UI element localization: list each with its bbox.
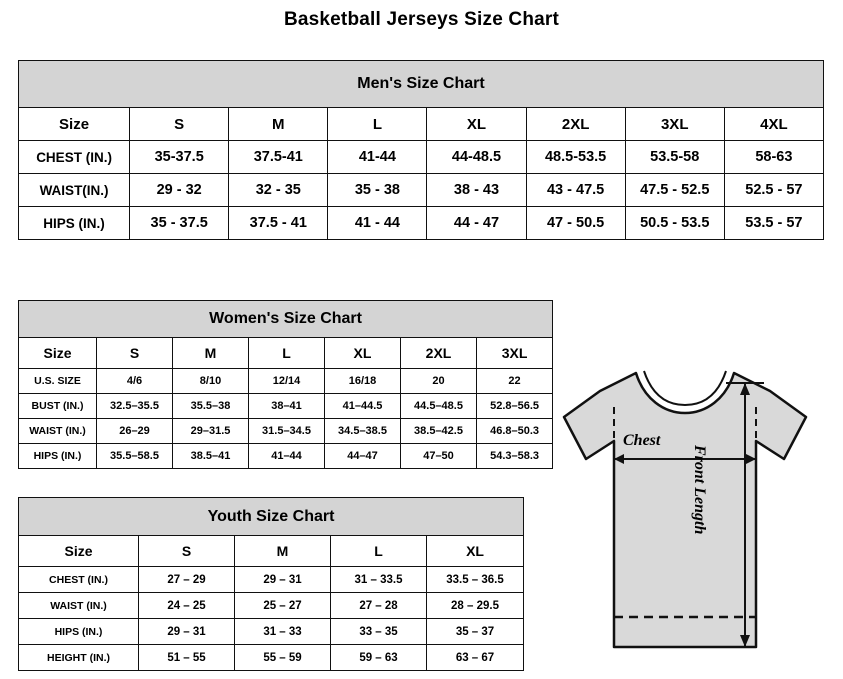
womens-cell: 29–31.5 <box>173 419 249 444</box>
front-length-label: Front Length <box>691 445 708 535</box>
youth-cell: 31 – 33 <box>235 619 331 645</box>
youth-header-cell: XL <box>427 536 524 567</box>
mens-cell: 35 - 38 <box>328 174 427 207</box>
youth-row-label: CHEST (IN.) <box>19 567 139 593</box>
mens-cell: 35 - 37.5 <box>130 207 229 240</box>
womens-cell: 16/18 <box>325 369 401 394</box>
womens-cell: 22 <box>477 369 553 394</box>
womens-header-cell: M <box>173 338 249 369</box>
womens-header-cell: XL <box>325 338 401 369</box>
mens-cell: 50.5 - 53.5 <box>625 207 724 240</box>
womens-cell: 41–44.5 <box>325 394 401 419</box>
womens-cell: 12/14 <box>249 369 325 394</box>
womens-cell: 4/6 <box>97 369 173 394</box>
youth-row-label: WAIST (IN.) <box>19 593 139 619</box>
mens-cell: 41-44 <box>328 141 427 174</box>
youth-cell: 28 – 29.5 <box>427 593 524 619</box>
womens-cell: 20 <box>401 369 477 394</box>
mens-row-label: WAIST(IN.) <box>19 174 130 207</box>
womens-cell: 38.5–41 <box>173 444 249 469</box>
table-row <box>19 645 524 671</box>
youth-header-cell: M <box>235 536 331 567</box>
mens-cell: 38 - 43 <box>427 174 526 207</box>
youth-cell: 51 – 55 <box>139 645 235 671</box>
mens-header-cell: Size <box>19 108 130 141</box>
mens-cell: 41 - 44 <box>328 207 427 240</box>
mens-cell: 29 - 32 <box>130 174 229 207</box>
youth-cell: 29 – 31 <box>139 619 235 645</box>
womens-cell: 32.5–35.5 <box>97 394 173 419</box>
mens-cell: 53.5 - 57 <box>724 207 823 240</box>
mens-table-caption: Men's Size Chart <box>19 61 824 108</box>
womens-row-label: HIPS (IN.) <box>19 444 97 469</box>
youth-cell: 33 – 35 <box>331 619 427 645</box>
womens-cell: 52.8–56.5 <box>477 394 553 419</box>
womens-cell: 44.5–48.5 <box>401 394 477 419</box>
womens-cell: 26–29 <box>97 419 173 444</box>
mens-header-cell: S <box>130 108 229 141</box>
mens-row-label: HIPS (IN.) <box>19 207 130 240</box>
mens-table-caption-row <box>19 61 824 108</box>
mens-row-label: CHEST (IN.) <box>19 141 130 174</box>
table-row <box>19 593 524 619</box>
womens-size-chart-table <box>18 300 553 469</box>
jersey-outline <box>564 373 806 647</box>
youth-cell: 24 – 25 <box>139 593 235 619</box>
youth-header-cell: S <box>139 536 235 567</box>
womens-cell: 31.5–34.5 <box>249 419 325 444</box>
mens-cell: 47.5 - 52.5 <box>625 174 724 207</box>
youth-cell: 63 – 67 <box>427 645 524 671</box>
womens-cell: 38.5–42.5 <box>401 419 477 444</box>
youth-row-label: HIPS (IN.) <box>19 619 139 645</box>
womens-cell: 47–50 <box>401 444 477 469</box>
youth-cell: 35 – 37 <box>427 619 524 645</box>
table-row <box>19 207 824 240</box>
womens-header-row <box>19 338 553 369</box>
mens-header-cell: 2XL <box>526 108 625 141</box>
womens-cell: 38–41 <box>249 394 325 419</box>
youth-header-cell: L <box>331 536 427 567</box>
table-row <box>19 174 824 207</box>
youth-cell: 27 – 29 <box>139 567 235 593</box>
table-row <box>19 369 553 394</box>
mens-cell: 43 - 47.5 <box>526 174 625 207</box>
page-title: Basketball Jerseys Size Chart <box>283 9 560 30</box>
mens-header-row <box>19 108 824 141</box>
mens-cell: 48.5-53.5 <box>526 141 625 174</box>
mens-cell: 32 - 35 <box>229 174 328 207</box>
womens-cell: 8/10 <box>173 369 249 394</box>
mens-cell: 35-37.5 <box>130 141 229 174</box>
mens-size-chart-table <box>18 60 824 240</box>
womens-header-cell: S <box>97 338 173 369</box>
mens-header-cell: 4XL <box>724 108 823 141</box>
youth-cell: 55 – 59 <box>235 645 331 671</box>
mens-header-cell: M <box>229 108 328 141</box>
youth-cell: 27 – 28 <box>331 593 427 619</box>
table-row <box>19 567 524 593</box>
mens-cell: 44-48.5 <box>427 141 526 174</box>
mens-cell: 53.5-58 <box>625 141 724 174</box>
youth-cell: 29 – 31 <box>235 567 331 593</box>
youth-cell: 31 – 33.5 <box>331 567 427 593</box>
jersey-collar <box>644 371 726 405</box>
youth-table-caption-row <box>19 498 524 536</box>
mens-cell: 37.5-41 <box>229 141 328 174</box>
youth-cell: 33.5 – 36.5 <box>427 567 524 593</box>
youth-table-caption: Youth Size Chart <box>19 498 524 536</box>
womens-header-cell: 2XL <box>401 338 477 369</box>
jersey-measurement-diagram <box>540 355 840 665</box>
table-row <box>19 619 524 645</box>
table-row <box>19 444 553 469</box>
table-row <box>19 419 553 444</box>
mens-header-cell: L <box>328 108 427 141</box>
womens-cell: 34.5–38.5 <box>325 419 401 444</box>
womens-header-cell: Size <box>19 338 97 369</box>
womens-row-label: U.S. SIZE <box>19 369 97 394</box>
mens-cell: 52.5 - 57 <box>724 174 823 207</box>
mens-header-cell: XL <box>427 108 526 141</box>
youth-header-row <box>19 536 524 567</box>
table-row <box>19 394 553 419</box>
table-row <box>19 141 824 174</box>
mens-cell: 44 - 47 <box>427 207 526 240</box>
youth-cell: 59 – 63 <box>331 645 427 671</box>
mens-header-cell: 3XL <box>625 108 724 141</box>
mens-cell: 47 - 50.5 <box>526 207 625 240</box>
womens-cell: 46.8–50.3 <box>477 419 553 444</box>
youth-cell: 25 – 27 <box>235 593 331 619</box>
youth-row-label: HEIGHT (IN.) <box>19 645 139 671</box>
mens-cell: 58-63 <box>724 141 823 174</box>
womens-table-caption: Women's Size Chart <box>19 301 553 338</box>
womens-header-cell: 3XL <box>477 338 553 369</box>
womens-cell: 35.5–58.5 <box>97 444 173 469</box>
youth-size-chart-table <box>18 497 524 671</box>
womens-cell: 35.5–38 <box>173 394 249 419</box>
womens-table-caption-row <box>19 301 553 338</box>
womens-row-label: BUST (IN.) <box>19 394 97 419</box>
womens-cell: 41–44 <box>249 444 325 469</box>
youth-header-cell: Size <box>19 536 139 567</box>
womens-row-label: WAIST (IN.) <box>19 419 97 444</box>
chest-label: Chest <box>623 432 661 449</box>
womens-cell: 54.3–58.3 <box>477 444 553 469</box>
womens-cell: 44–47 <box>325 444 401 469</box>
womens-header-cell: L <box>249 338 325 369</box>
mens-cell: 37.5 - 41 <box>229 207 328 240</box>
